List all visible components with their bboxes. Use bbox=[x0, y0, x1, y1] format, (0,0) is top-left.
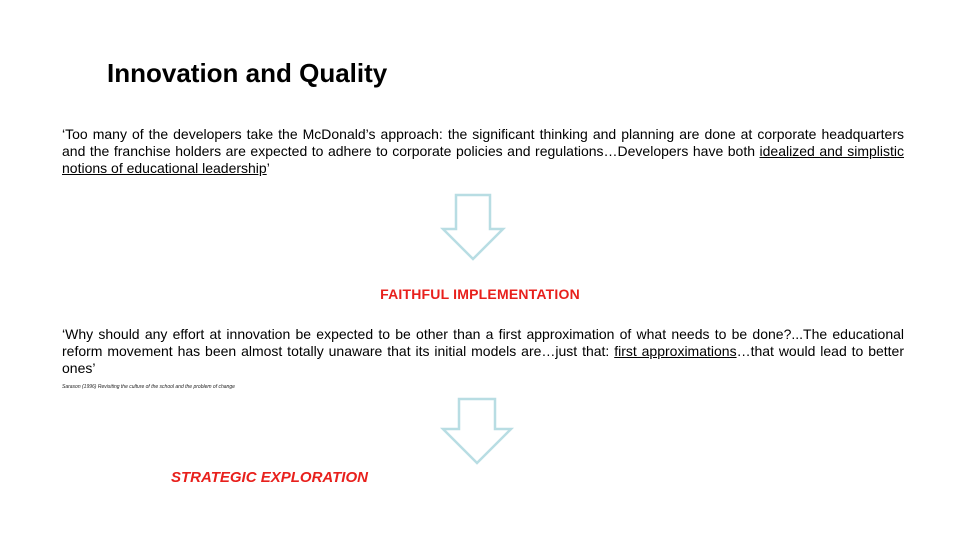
quote-text: ‘Why should any effort at innovation be expected to be other than a first approximation of what needs to be done?...The educational reform movement has been almost totally unaware that its initial models are…just that: bbox=[62, 326, 904, 359]
quote-text-end: …that would lead to better ones’ bbox=[62, 343, 904, 376]
citation: Sarason (1996) Revisiting the culture of the school and the problem of change bbox=[62, 384, 235, 390]
faithful-implementation-label: FAITHFUL IMPLEMENTATION bbox=[380, 286, 580, 302]
quote-innovation bbox=[62, 326, 904, 377]
strategic-exploration-label: STRATEGIC EXPLORATION bbox=[171, 469, 368, 486]
slide-title: Innovation and Quality bbox=[107, 58, 388, 88]
quote-underlined-text: idealized and simplistic notions of educational leadership bbox=[62, 143, 904, 176]
down-arrow-icon bbox=[440, 193, 506, 261]
quote-text: ‘Too many of the developers take the McDonald’s approach: the significant thinking and planning are done at corporate headquarters and the franchise holders are expected to adhere to corporate policies and regulations…Developers have both bbox=[62, 126, 904, 159]
quote-mcdonalds bbox=[62, 126, 904, 177]
down-arrow-icon bbox=[439, 397, 515, 465]
quote-underlined-text: first approximations bbox=[614, 343, 737, 359]
quote-text-end: ’ bbox=[266, 160, 270, 176]
